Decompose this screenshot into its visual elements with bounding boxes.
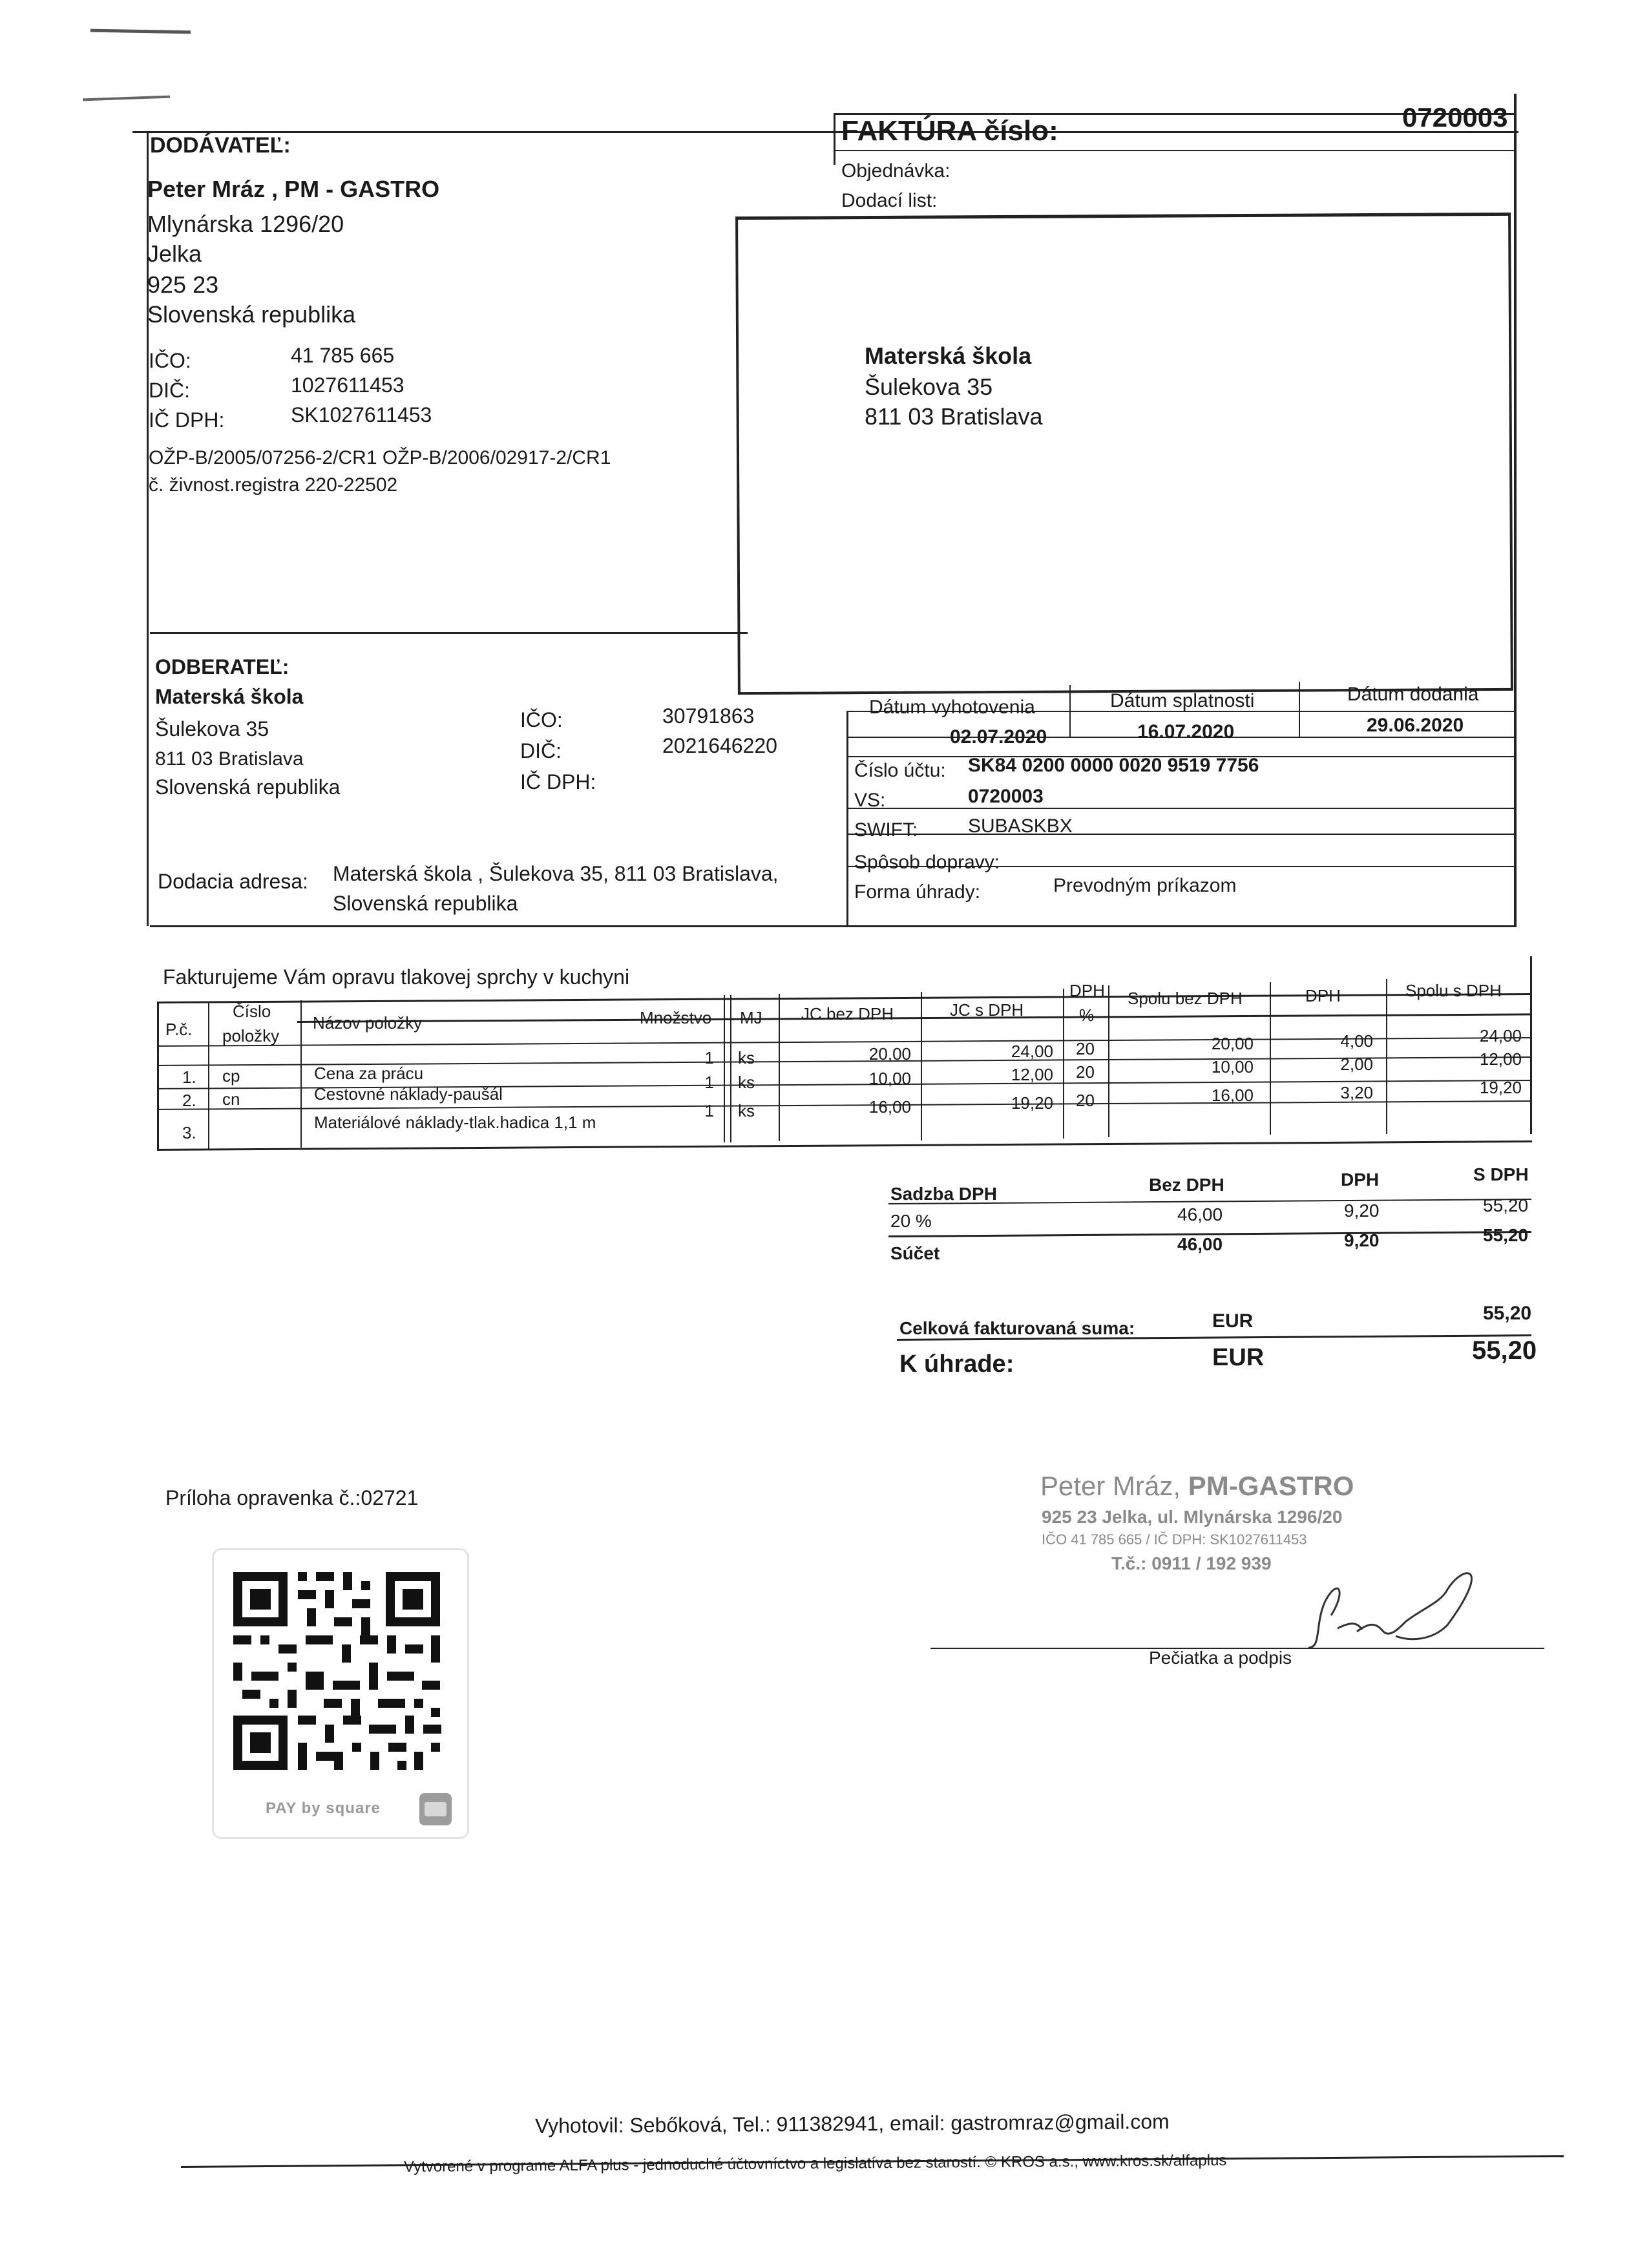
- row-unit-net: 10,00: [868, 1069, 911, 1088]
- vat-net: 46,00: [1177, 1204, 1223, 1224]
- stamp-name: Peter Mráz,: [1040, 1471, 1188, 1501]
- recipient-address-box: [735, 213, 1513, 695]
- col-header-unit: MJ: [740, 1008, 762, 1027]
- customer-country: Slovenská republika: [155, 775, 341, 799]
- customer-street: Šulekova 35: [155, 717, 269, 740]
- invoice-title: FAKTÚRA číslo:: [841, 115, 1058, 147]
- col-header-unit-net: JC bez DPH: [801, 1004, 894, 1024]
- supplier-dic: 1027611453: [291, 373, 404, 397]
- supplier-permits: OŽP-B/2005/07256-2/CR1 OŽP-B/2006/02917-2/CR1: [149, 447, 611, 468]
- row-qty: 1: [704, 1073, 714, 1092]
- payment-method: Prevodným príkazom: [1053, 875, 1237, 896]
- delivery-address-line1: Materská škola , Šulekova 35, 811 03 Bratislava,: [333, 862, 779, 885]
- col-header-pc: P.č.: [165, 1020, 193, 1039]
- supplier-street: Mlynárska 1296/20: [147, 211, 344, 237]
- recipient-city: 811 03 Bratislava: [865, 403, 1043, 430]
- customer-ico-label: IČO:: [520, 708, 563, 731]
- swift-value: SUBASKBX: [968, 815, 1073, 837]
- customer-name: Materská škola: [155, 685, 304, 708]
- invoice-intro: Fakturujeme Vám opravu tlakovej sprchy v kuchyni: [163, 965, 630, 989]
- row-code: cp: [222, 1066, 240, 1086]
- vat-gross: 55,20: [1483, 1195, 1529, 1215]
- supplier-ico-label: IČO:: [149, 349, 191, 372]
- supplier-name: Peter Mráz , PM - GASTRO: [147, 176, 440, 202]
- order-label: Objednávka:: [841, 160, 951, 182]
- recipient-name: Materská škola: [865, 342, 1032, 369]
- supplier-city: Jelka: [147, 240, 202, 267]
- row-vat-pct: 20: [1076, 1091, 1095, 1110]
- delivery-note-label: Dodací list:: [841, 190, 938, 211]
- row-vat: 2,00: [1340, 1055, 1373, 1074]
- row-unit-gross: 19,20: [1011, 1093, 1053, 1113]
- row-unit: ks: [738, 1101, 755, 1120]
- vat-sum-net: 46,00: [1177, 1234, 1223, 1254]
- amount-due-label: K úhrade:: [899, 1350, 1014, 1378]
- invoice-number: 0720003: [1402, 102, 1508, 132]
- col-header-vat-pct: DPH: [1069, 981, 1105, 1000]
- col-header-vat-pct-2: %: [1079, 1005, 1095, 1025]
- row-unit-gross: 24,00: [1011, 1042, 1053, 1061]
- attachment-note: Príloha opravenka č.:02721: [165, 1486, 419, 1509]
- payment-method-label: Forma úhrady:: [854, 881, 981, 903]
- row-unit: ks: [738, 1073, 755, 1092]
- stamp-address: 925 23 Jelka, ul. Mlynárska 1296/20: [1042, 1507, 1343, 1527]
- delivery-address-label: Dodacia adresa:: [158, 870, 309, 893]
- row-name: Materiálové náklady-tlak.hadica 1,1 m: [314, 1113, 596, 1132]
- vs-value: 0720003: [968, 786, 1044, 807]
- invoiced-total-label: Celková fakturovaná suma:: [899, 1318, 1135, 1338]
- due-date-label: Dátum splatnosti: [1110, 690, 1255, 711]
- customer-icdph-label: IČ DPH:: [520, 770, 596, 793]
- supplier-zip: 925 23: [147, 271, 219, 298]
- amount-due-currency: EUR: [1212, 1344, 1265, 1371]
- customer-dic: 2021646220: [662, 734, 777, 757]
- row-name: Cestovné náklady-paušál: [314, 1084, 503, 1104]
- row-pc: 3.: [182, 1123, 196, 1142]
- delivery-address-line2: Slovenská republika: [333, 892, 518, 915]
- footer-software: Vytvorené v programe ALFA plus - jednoduché účtovníctvo a legislatíva bez starostí. © KROS a.s., www.kros.sk/alfaplus: [403, 2151, 1227, 2176]
- invoiced-total-currency: EUR: [1212, 1310, 1254, 1332]
- vat-vat: 9,20: [1344, 1201, 1380, 1221]
- issue-date-label: Dátum vyhotovenia: [869, 697, 1035, 718]
- supplier-ico: 41 785 665: [291, 344, 395, 367]
- recipient-street: Šulekova 35: [865, 373, 993, 400]
- row-code: cn: [222, 1089, 240, 1109]
- vat-net-header: Bez DPH: [1149, 1175, 1224, 1195]
- row-qty: 1: [704, 1101, 714, 1120]
- customer-dic-label: DIČ:: [520, 739, 562, 762]
- supplier-icdph-label: IČ DPH:: [149, 408, 225, 432]
- row-vat-pct: 20: [1076, 1062, 1095, 1082]
- amount-due: 55,20: [1472, 1336, 1537, 1365]
- supplier-icdph: SK1027611453: [291, 403, 432, 426]
- row-total-gross: 19,20: [1479, 1078, 1522, 1097]
- row-total-gross: 24,00: [1479, 1026, 1522, 1045]
- qr-code-icon: [214, 1550, 467, 1789]
- pay-by-square-qr: [212, 1548, 469, 1839]
- pay-by-square-label: PAY by square: [266, 1800, 381, 1817]
- vat-sum-gross: 55,20: [1483, 1225, 1529, 1245]
- row-unit-gross: 12,00: [1011, 1065, 1053, 1084]
- account-label: Číslo účtu:: [854, 760, 946, 781]
- row-vat-pct: 20: [1076, 1039, 1095, 1058]
- row-unit: ks: [738, 1048, 755, 1067]
- row-total-net: 20,00: [1211, 1034, 1254, 1053]
- scan-mark: [83, 96, 170, 101]
- swift-label: SWIFT:: [854, 819, 918, 841]
- signature-label: Pečiatka a podpis: [1149, 1648, 1292, 1668]
- shipping-label: Spôsob dopravy:: [854, 852, 1000, 873]
- footer-issued-by: Vyhotovil: Sebőková, Tel.: 911382941, email: gastromraz@gmail.com: [534, 2110, 1170, 2137]
- customer-ico: 30791863: [662, 704, 755, 728]
- row-total-net: 16,00: [1211, 1086, 1254, 1105]
- vs-label: VS:: [854, 790, 886, 811]
- scan-mark: [90, 29, 191, 34]
- col-header-code: Číslo: [233, 1002, 271, 1021]
- due-date: 16.07.2020: [1137, 721, 1235, 742]
- signature-icon: [1286, 1551, 1493, 1661]
- customer-heading: ODBERATEĽ:: [155, 655, 289, 678]
- vat-sum-vat: 9,20: [1344, 1230, 1380, 1250]
- supplier-country: Slovenská republika: [147, 301, 356, 328]
- stamp-ids: IČO 41 785 665 / IČ DPH: SK1027611453: [1042, 1531, 1307, 1548]
- row-total-net: 10,00: [1211, 1057, 1254, 1076]
- row-pc: 1.: [182, 1067, 196, 1087]
- issue-date: 02.07.2020: [950, 726, 1047, 748]
- vat-rate-header: Sadzba DPH: [890, 1184, 997, 1204]
- col-header-name: Názov položky: [313, 1013, 423, 1033]
- vat-gross-header: S DPH: [1473, 1164, 1529, 1184]
- col-header-code-2: položky: [222, 1026, 280, 1045]
- stamp-company: PM-GASTRO: [1188, 1471, 1354, 1501]
- vat-sum-label: Súčet: [890, 1243, 940, 1263]
- card-icon: [419, 1793, 452, 1825]
- col-header-total-net: Spolu bez DPH: [1128, 989, 1243, 1008]
- vat-vat-header: DPH: [1341, 1170, 1380, 1190]
- row-vat: 4,00: [1340, 1031, 1373, 1051]
- account-number: SK84 0200 0000 0020 9519 7756: [968, 755, 1259, 776]
- supplier-heading: DODÁVATEĽ:: [150, 133, 291, 158]
- supplier-dic-label: DIČ:: [149, 379, 190, 402]
- col-header-vat: DPH: [1305, 986, 1341, 1005]
- invoiced-total-amount: 55,20: [1483, 1303, 1532, 1324]
- row-pc: 2.: [182, 1091, 196, 1110]
- row-total-gross: 12,00: [1479, 1049, 1522, 1069]
- col-header-total-gross: Spolu s DPH: [1405, 981, 1502, 1000]
- customer-city: 811 03 Bratislava: [155, 748, 304, 770]
- vat-rate: 20 %: [890, 1211, 932, 1231]
- row-unit-net: 16,00: [868, 1097, 911, 1117]
- delivery-date-label: Dátum dodania: [1347, 684, 1479, 705]
- delivery-date: 29.06.2020: [1367, 715, 1464, 736]
- supplier-trade-register: č. živnost.registra 220-22502: [149, 474, 398, 496]
- row-qty: 1: [704, 1048, 714, 1067]
- row-vat: 3,20: [1340, 1083, 1373, 1102]
- col-header-unit-gross: JC s DPH: [950, 1000, 1024, 1020]
- row-name: Cena za prácu: [314, 1064, 424, 1083]
- col-header-qty: Množstvo: [640, 1008, 712, 1027]
- stamp-phone: T.č.: 0911 / 192 939: [1111, 1553, 1272, 1573]
- row-unit-net: 20,00: [868, 1044, 911, 1064]
